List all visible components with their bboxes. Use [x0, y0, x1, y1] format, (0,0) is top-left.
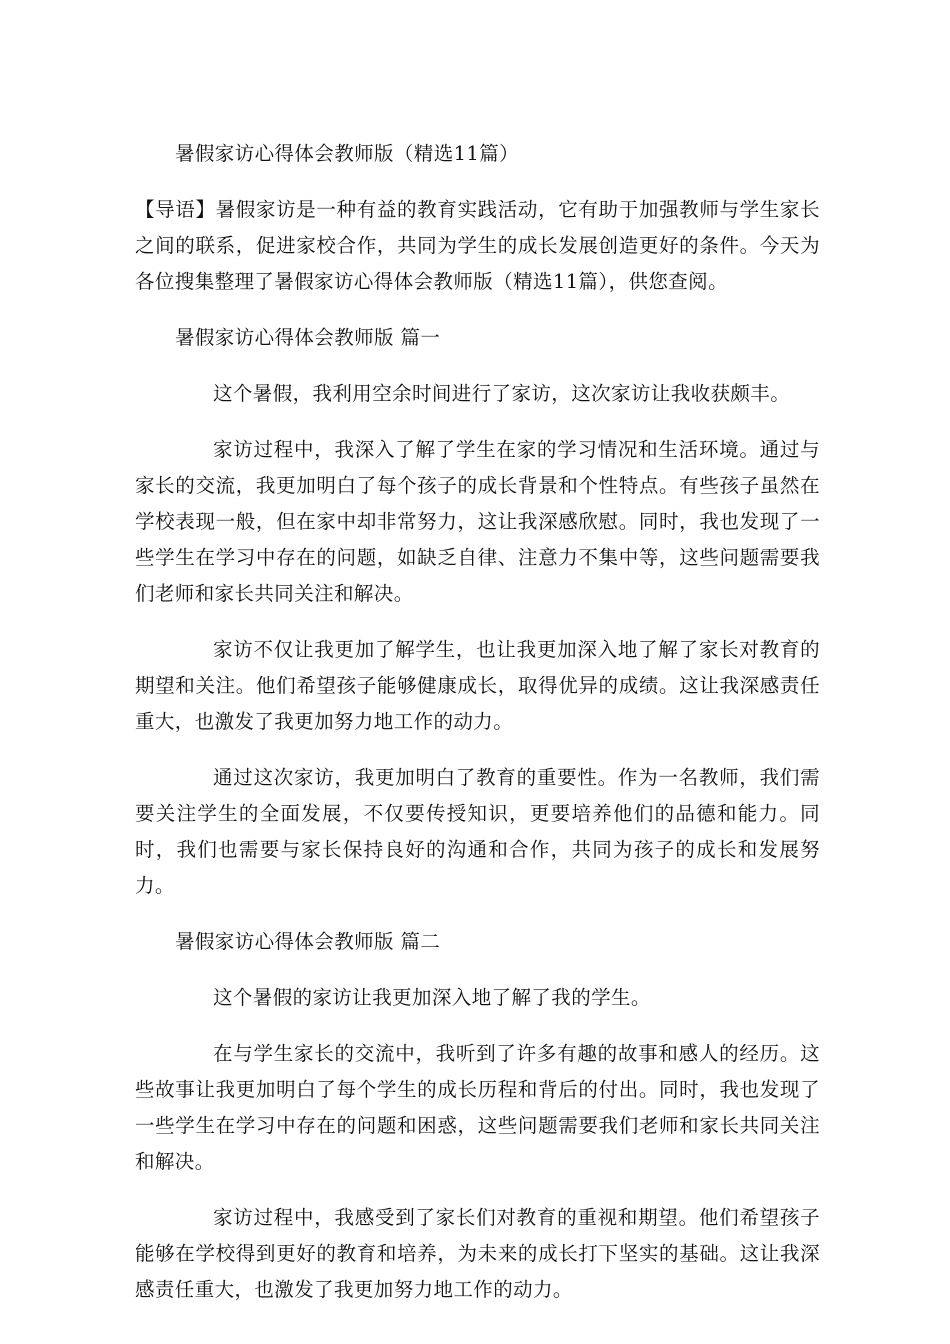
- section-heading: 暑假家访心得体会教师版 篇一: [175, 326, 441, 349]
- document-title: 暑假家访心得体会教师版（精选11篇）: [175, 142, 520, 165]
- section-heading: 暑假家访心得体会教师版 篇二: [175, 930, 441, 953]
- body-paragraph: 家访不仅让我更加了解学生，也让我更加深入地了解了家长对教育的期望和关注。他们希望孩子能够健康成长，取得优异的成绩。这让我深感责任重大，也激发了我更加努力地工作的动力。: [135, 638, 820, 733]
- body-paragraph: 家访过程中，我感受到了家长们对教育的重视和期望。他们希望孩子能够在学校得到更好的教育和培养，为未来的成长打下坚实的基础。这让我深感责任重大，也激发了我更加努力地工作的动力。: [135, 1206, 820, 1301]
- body-paragraph: 这个暑假的家访让我更加深入地了解了我的学生。: [213, 986, 651, 1009]
- section-1: [135, 320, 820, 904]
- intro-paragraph: 【导语】暑假家访是一种有益的教育实践活动，它有助于加强教师与学生家长之间的联系，促进家校合作，共同为学生的成长发展创造更好的条件。今天为各位搜集整理了暑假家访心得体会教师版（精选11篇），供您查阅。: [135, 198, 820, 293]
- body-paragraph: 通过这次家访，我更加明白了教育的重要性。作为一名教师，我们需要关注学生的全面发展，不仅要传授知识，更要培养他们的品德和能力。同时，我们也需要与家长保持良好的沟通和合作，共同为孩子的成长和发展努力。: [135, 766, 820, 897]
- body-paragraph: 在与学生家长的交流中，我听到了许多有趣的故事和感人的经历。这些故事让我更加明白了每个学生的成长历程和背后的付出。同时，我也发现了一些学生在学习中存在的问题和困惑，这些问题需要我们老师和家长共同关注和解决。: [135, 1042, 820, 1173]
- document-body: [135, 136, 820, 1328]
- section-2: [135, 924, 820, 1308]
- body-paragraph: 家访过程中，我深入了解了学生在家的学习情况和生活环境。通过与家长的交流，我更加明白了每个孩子的成长背景和个性特点。有些孩子虽然在学校表现一般，但在家中却非常努力，这让我深感欣慰。同时，我也发现了一些学生在学习中存在的问题，如缺乏自律、注意力不集中等，这些问题需要我们老师和家长共同关注和解决。: [135, 438, 820, 605]
- body-paragraph: 这个暑假，我利用空余时间进行了家访，这次家访让我收获颇丰。: [213, 382, 791, 405]
